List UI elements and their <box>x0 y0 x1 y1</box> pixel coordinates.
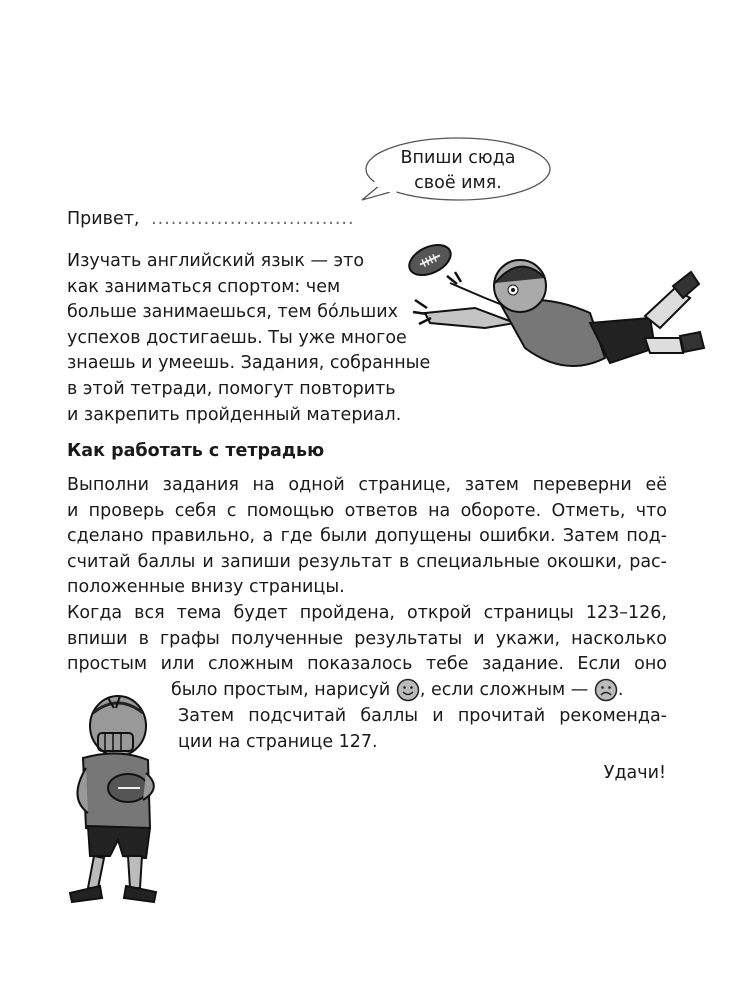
greeting-label: Привет, <box>67 209 140 229</box>
instruction-line: положенные внизу страницы. <box>67 577 345 598</box>
tail-line: ции на странице 127. <box>178 731 378 752</box>
intro-line: больше занимаешься, тем бóльших <box>67 302 398 323</box>
instruction-line: Выполни задания на одной странице, затем переверни её <box>67 475 667 495</box>
tail-paragraph <box>178 704 667 755</box>
smiley-sad-icon <box>594 678 618 702</box>
smiley-line-middle: , если сложным — <box>419 680 589 700</box>
name-field-dots[interactable]: ............................... <box>151 209 355 229</box>
intro-line: Изучать английский язык — это <box>67 251 365 271</box>
bubble-line-1: Впиши сюда <box>400 148 516 168</box>
smiley-line-end: . <box>617 680 624 700</box>
instruction-line: впиши в графы полученные результаты и укажи, насколько <box>67 628 667 649</box>
instruction-line: и проверь себя с помощью ответов на обороте. Отметь, что <box>67 500 667 521</box>
tail-line: Затем подсчитай баллы и прочитай рекоменда- <box>178 706 667 726</box>
instruction-line: простым или сложным показалось тебе задание. Если оно <box>67 654 667 675</box>
smiley-happy-icon <box>396 678 420 702</box>
intro-line: и закрепить пройденный материал. <box>67 404 402 425</box>
signoff: Удачи! <box>603 763 666 783</box>
instruction-line: считай баллы и запиши результат в специальные окошки, рас- <box>67 551 667 572</box>
intro-line: успехов достигаешь. Ты уже многое <box>67 327 407 348</box>
smiley-line-before: было простым, нарисуй <box>171 680 391 700</box>
greeting <box>67 207 355 233</box>
instruction-line: сделано правильно, а где были допущены ошибки. Затем под- <box>67 526 667 547</box>
football-player-standing-illustration <box>58 688 183 913</box>
intro-line: как заниматься спортом: чем <box>67 276 341 297</box>
instructions-paragraph <box>67 473 667 678</box>
intro-line: знаешь и умеешь. Задания, собранные <box>67 353 431 374</box>
football-player-diving-illustration <box>405 228 710 398</box>
instruction-line: Когда вся тема будет пройдена, открой страницы 123–126, <box>67 602 667 623</box>
intro-line: в этой тетради, помогут повторить <box>67 378 396 399</box>
smiley-line <box>171 678 623 704</box>
speech-bubble-text <box>368 146 548 196</box>
section-heading: Как работать с тетрадью <box>67 441 325 461</box>
bubble-line-2: своё имя. <box>414 173 502 193</box>
intro-paragraph <box>67 249 447 428</box>
